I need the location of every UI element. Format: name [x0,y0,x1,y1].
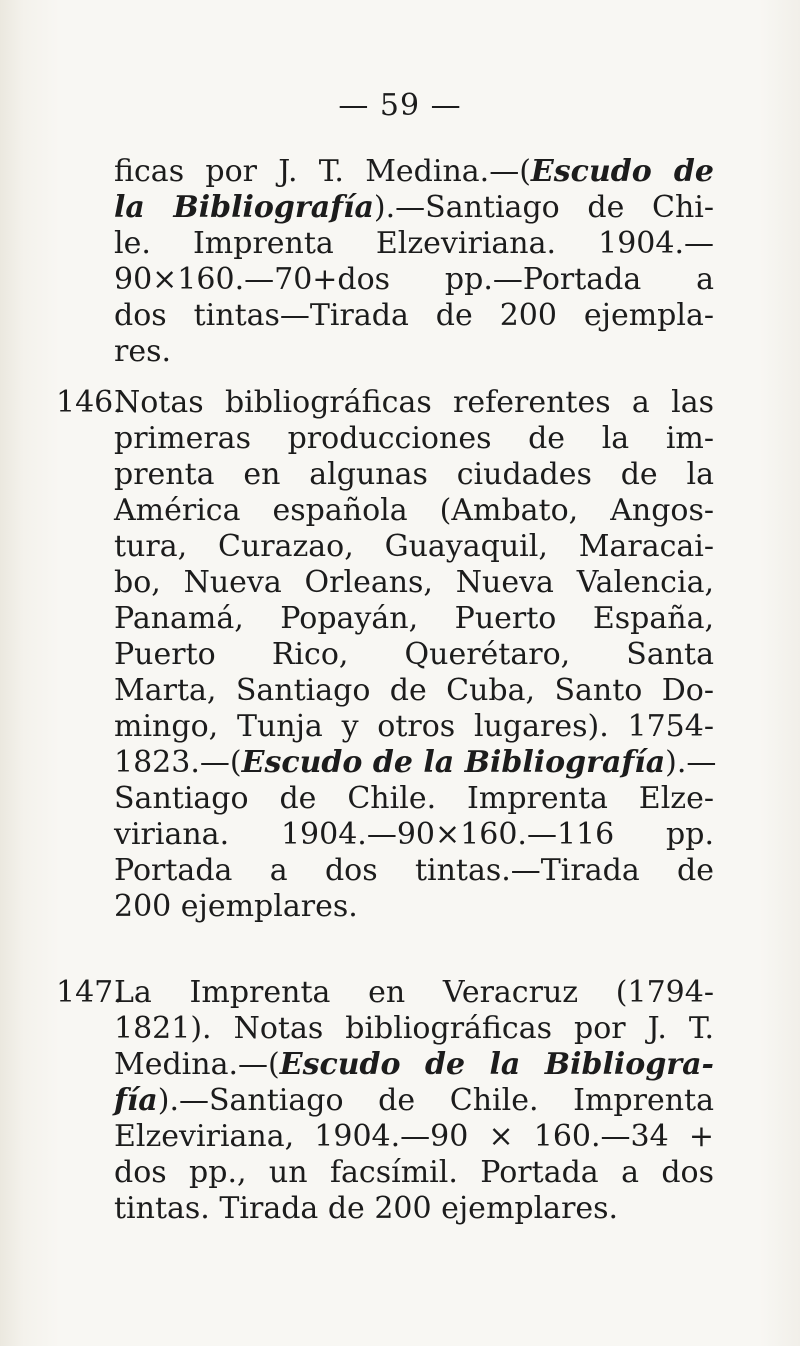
text-line [114,385,714,421]
text-line [114,673,714,709]
page-number: — 59 — [338,88,462,123]
text-segment: viriana. 1904.—90×160.—116 pp. [114,817,714,852]
text-line [114,298,714,334]
text-segment: Puerto Rico, Querétaro, Santa [114,637,714,672]
entry-147 [56,975,714,1227]
text-segment: ficas por J. T. Medina.—( [114,154,531,189]
text-line [114,745,717,781]
text-segment: tura, Curazao, Guayaquil, Maracai- [114,529,714,564]
text-segment: bo, Nueva Orleans, Nueva Valencia, [114,565,714,600]
text-segment: mingo, Tunja y otros lugares). 1754- [114,709,714,744]
text-segment: Medina.—( [114,1047,280,1082]
text-line [114,457,714,493]
text-line [114,1083,714,1119]
italic-title-segment: la Bibliografía [114,190,374,225]
text-segment: Santiago de Chile. Imprenta Elze- [114,781,714,816]
text-line [114,1191,714,1227]
text-segment: 90×160.—70+dos pp.—Portada a [114,262,714,297]
text-segment: le. Imprenta Elzeviriana. 1904.— [114,226,714,261]
text-line [114,190,714,226]
text-line [114,781,714,817]
italic-title-segment: fía [114,1083,158,1118]
text-segment: Notas bibliográficas referentes a las [114,385,714,420]
text-line [114,1119,714,1155]
text-line [114,889,714,925]
text-line [114,529,714,565]
text-line [114,1155,714,1191]
text-segment: res. [114,334,172,369]
text-line [114,637,714,673]
entry-continuation [114,154,714,370]
text-segment: ).—Santiago de Chile. Imprenta [157,1083,714,1118]
text-segment: Elzeviriana, 1904.—90 × 160.—34 + [114,1119,714,1154]
text-line [114,975,714,1011]
text-segment: ).—Santiago de Chi- [373,190,714,225]
text-segment: 200 ejemplares. [114,889,358,924]
text-line [114,334,714,370]
text-line [114,1011,714,1047]
text-line [114,565,714,601]
entry-number: 146. [56,385,123,420]
text-segment: 1821). Notas bibliográficas por J. T. [114,1011,714,1046]
italic-title-segment: Escudo de la Bibliografía [241,745,666,780]
text-segment: dos pp., un facsímil. Portada a dos [114,1155,714,1190]
text-segment: Marta, Santiago de Cuba, Santo Do- [114,673,714,708]
text-line [114,154,714,190]
text-line [114,226,714,262]
text-line [114,1047,714,1083]
text-segment: ).— [665,745,717,780]
text-segment: prenta en algunas ciudades de la [114,457,714,492]
text-line [114,262,714,298]
text-segment: América española (Ambato, Angos- [114,493,714,528]
text-line [114,493,714,529]
text-segment: primeras producciones de la im- [114,421,714,456]
text-segment: Portada a dos tintas.—Tirada de [114,853,714,888]
text-segment: tintas. Tirada de 200 ejemplares. [114,1191,619,1226]
text-segment: La Imprenta en Veracruz (1794- [114,975,714,1010]
text-line [114,817,714,853]
italic-title-segment: Escudo de [530,154,714,189]
italic-title-segment: Escudo de la Bibliogra- [279,1047,714,1082]
text-segment: Panamá, Popayán, Puerto España, [114,601,714,636]
text-line [114,421,714,457]
text-segment: dos tintas—Tirada de 200 ejempla- [114,298,714,333]
text-line [114,853,714,889]
text-line [114,709,714,745]
text-segment: 1823.—( [114,745,242,780]
entry-146 [56,385,717,925]
entry-number: 147. [56,975,123,1010]
text-line [114,601,714,637]
